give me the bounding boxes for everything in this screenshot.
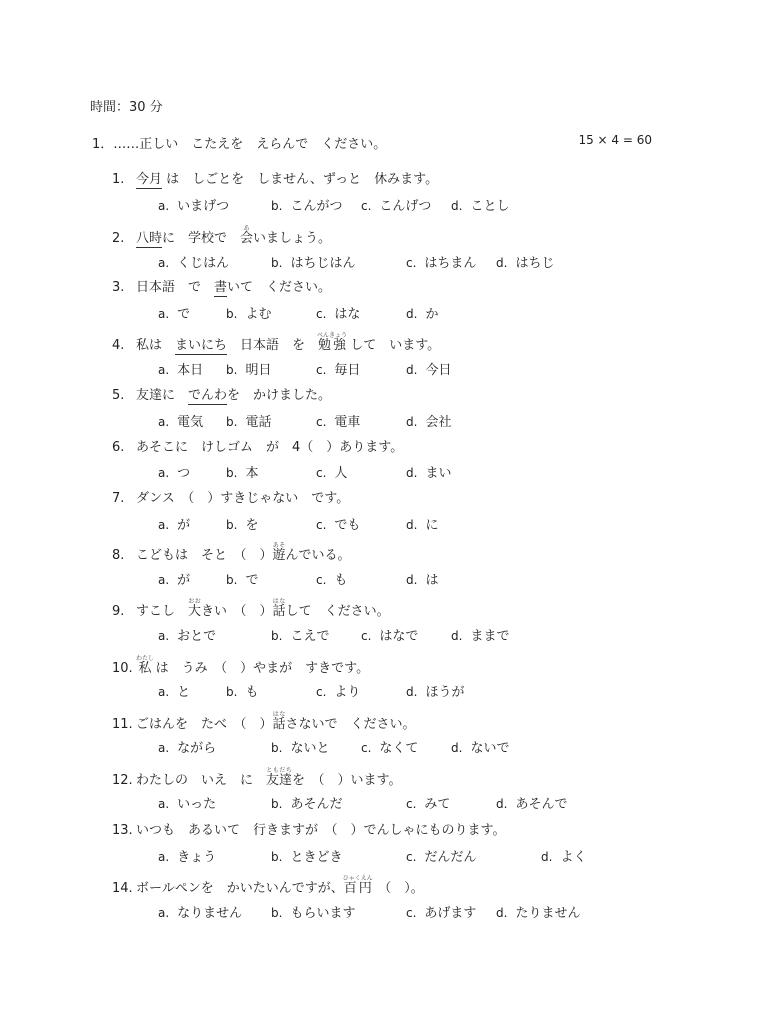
option-letter: a.	[158, 573, 170, 587]
answer-option[interactable]	[406, 793, 450, 812]
answer-option[interactable]	[361, 625, 418, 644]
question-number: 14.	[112, 881, 133, 896]
option-letter: c.	[316, 518, 327, 532]
option-text: ないと	[290, 741, 330, 756]
answer-options	[158, 737, 638, 755]
option-letter: d.	[496, 797, 508, 811]
option-letter: a.	[158, 307, 170, 321]
question-stem: 11. ごはんを たべ （ ）話はなさないで ください。	[112, 711, 416, 732]
answer-option[interactable]	[226, 411, 271, 430]
answer-options	[158, 462, 638, 480]
option-text: こんげつ	[379, 199, 432, 214]
option-text: か	[425, 307, 439, 322]
option-text: よく	[560, 850, 587, 865]
answer-option[interactable]	[158, 359, 203, 378]
answer-option[interactable]	[406, 411, 451, 430]
question-number: 12.	[112, 773, 133, 788]
answer-option[interactable]	[316, 411, 360, 430]
option-text: と	[177, 685, 191, 700]
answer-option[interactable]	[451, 195, 509, 214]
furigana-word: 友達ともだち	[266, 767, 293, 788]
option-text: 本	[245, 466, 259, 481]
question-number: 2.	[112, 231, 125, 246]
furigana-word: 会あ	[240, 225, 254, 246]
underlined-word: 書	[214, 280, 228, 295]
option-letter: c.	[316, 307, 327, 321]
option-text: ままで	[470, 629, 510, 644]
option-text: もらいます	[290, 906, 356, 921]
answer-option[interactable]	[496, 902, 580, 921]
answer-option[interactable]	[158, 902, 242, 921]
furigana-word: 遊あそ	[272, 542, 286, 563]
furigana-word: 話はな	[272, 598, 286, 619]
option-letter: d.	[406, 363, 418, 377]
question-number: 4.	[112, 338, 125, 353]
question-stem: 8. こどもは そと （ ）遊あそんでいる。	[112, 542, 351, 563]
option-text: で	[177, 307, 191, 322]
answer-option[interactable]	[406, 514, 438, 533]
underlined-word: 今月	[136, 172, 163, 187]
option-text: いまげつ	[177, 199, 230, 214]
answer-option[interactable]	[158, 411, 203, 430]
option-text: ながら	[177, 741, 217, 756]
option-letter: c.	[316, 573, 327, 587]
option-letter: a.	[158, 906, 170, 920]
option-letter: b.	[226, 518, 238, 532]
question-stem: 5. 友達に でんわを かけました。	[112, 388, 332, 403]
answer-option[interactable]	[316, 303, 360, 322]
answer-option[interactable]	[406, 303, 438, 322]
answer-options	[158, 846, 638, 864]
answer-options	[158, 195, 638, 213]
furigana-word: 百円ひゃくえん	[342, 875, 373, 896]
question-stem: 7. ダンス （ ）すきじゃない です。	[112, 491, 350, 506]
question-stem: 14. ボールペンを かいたいんですが、百円ひゃくえん （ ）。	[112, 875, 424, 896]
answer-option[interactable]	[406, 846, 476, 865]
answer-option[interactable]	[226, 569, 258, 588]
answer-option[interactable]	[541, 846, 586, 865]
question-number: 13.	[112, 823, 133, 838]
option-text: 電話	[245, 415, 272, 430]
option-letter: c.	[361, 741, 372, 755]
option-text: はな	[334, 307, 361, 322]
underlined-word: でんわ	[188, 388, 228, 403]
answer-option[interactable]	[158, 462, 190, 481]
answer-option[interactable]	[271, 625, 329, 644]
question-number: 6.	[112, 440, 125, 455]
option-text: こんがつ	[290, 199, 343, 214]
answer-option[interactable]	[158, 303, 190, 322]
furigana-word: 話はな	[272, 711, 286, 732]
option-text: 今日	[425, 363, 452, 378]
option-text: も	[334, 573, 348, 588]
furigana-word: 私わたし	[136, 655, 155, 676]
answer-option[interactable]	[271, 195, 342, 214]
answer-option[interactable]	[406, 569, 438, 588]
option-letter: b.	[226, 573, 238, 587]
option-letter: d.	[406, 466, 418, 480]
answer-option[interactable]	[451, 625, 509, 644]
option-text: きょう	[177, 850, 217, 865]
option-text: 会社	[425, 415, 452, 430]
option-text: いった	[177, 797, 217, 812]
option-letter: c.	[361, 199, 372, 213]
option-text: に	[425, 518, 439, 533]
option-letter: d.	[406, 307, 418, 321]
option-letter: c.	[316, 466, 327, 480]
question-stem: 4. 私は まいにち 日本語 を 勉強べんきょう して います。	[112, 332, 441, 353]
question-stem: 10. 私わたし は うみ （ ）やまが すきです。	[112, 655, 370, 676]
option-text: よむ	[245, 307, 272, 322]
option-letter: d.	[496, 256, 508, 270]
answer-option[interactable]	[271, 902, 355, 921]
answer-options	[158, 793, 638, 811]
option-text: なりません	[177, 906, 243, 921]
option-letter: d.	[451, 199, 463, 213]
question-number: 9.	[112, 604, 125, 619]
option-letter: a.	[158, 797, 170, 811]
question-number: 1.	[112, 172, 125, 187]
option-text: ときどき	[290, 850, 343, 865]
answer-option[interactable]	[316, 462, 347, 481]
option-letter: c.	[406, 256, 417, 270]
answer-options	[158, 681, 638, 699]
option-letter: a.	[158, 518, 170, 532]
option-text: だんだん	[424, 850, 477, 865]
option-text: はちまん	[424, 256, 477, 271]
option-letter: a.	[158, 685, 170, 699]
option-text: で	[245, 573, 259, 588]
answer-option[interactable]	[158, 252, 229, 271]
option-letter: a.	[158, 199, 170, 213]
answer-options	[158, 625, 638, 643]
answer-option[interactable]	[406, 902, 476, 921]
answer-option[interactable]	[406, 359, 451, 378]
option-text: はちじはん	[290, 256, 356, 271]
answer-option[interactable]	[406, 462, 451, 481]
option-letter: b.	[271, 199, 283, 213]
answer-option[interactable]	[158, 514, 190, 533]
answer-option[interactable]	[226, 462, 258, 481]
time-limit: 時間：30 分	[90, 100, 163, 115]
option-text: 電気	[177, 415, 204, 430]
answer-options	[158, 514, 638, 532]
option-text: たりません	[515, 906, 581, 921]
answer-option[interactable]	[158, 195, 229, 214]
option-text: みて	[424, 797, 451, 812]
option-text: こえで	[290, 629, 330, 644]
answer-option[interactable]	[406, 252, 476, 271]
option-text: なくて	[379, 741, 419, 756]
option-text: つ	[177, 466, 191, 481]
option-text: が	[177, 518, 191, 533]
section-title: 1．……正しい こたえを えらんで ください。	[92, 137, 387, 152]
question-number: 10.	[112, 661, 133, 676]
option-text: はなで	[379, 629, 419, 644]
question-stem: 12. わたしの いえ に 友達ともだちを （ ）います。	[112, 767, 402, 788]
option-letter: d.	[406, 573, 418, 587]
option-text: はちじ	[515, 256, 555, 271]
option-text: ほうが	[425, 685, 465, 700]
question-number: 8.	[112, 548, 125, 563]
answer-option[interactable]	[271, 793, 342, 812]
answer-option[interactable]	[158, 846, 216, 865]
option-text: あそんだ	[290, 797, 343, 812]
answer-option[interactable]	[158, 793, 216, 812]
option-letter: a.	[158, 629, 170, 643]
option-text: 毎日	[334, 363, 361, 378]
option-letter: b.	[226, 415, 238, 429]
option-letter: c.	[406, 906, 417, 920]
answer-option[interactable]	[158, 737, 216, 756]
option-text: おとで	[177, 629, 217, 644]
question-number: 11.	[112, 717, 133, 732]
question-stem: 3. 日本語 で 書いて ください。	[112, 280, 332, 295]
answer-options	[158, 303, 638, 321]
option-text: 明日	[245, 363, 272, 378]
question-stem: 13. いつも あるいて 行きますが （ ）でんしゃにものります。	[112, 823, 506, 838]
option-letter: b.	[226, 307, 238, 321]
option-text: ないで	[470, 741, 510, 756]
answer-option[interactable]	[226, 681, 258, 700]
answer-option[interactable]	[271, 737, 329, 756]
answer-options	[158, 252, 638, 270]
option-text: くじはん	[177, 256, 230, 271]
option-letter: a.	[158, 741, 170, 755]
option-text: あげます	[424, 906, 477, 921]
answer-options	[158, 569, 638, 587]
answer-options	[158, 411, 638, 429]
option-text: を	[245, 518, 259, 533]
option-letter: d.	[451, 741, 463, 755]
option-letter: c.	[406, 850, 417, 864]
answer-option[interactable]	[271, 252, 355, 271]
option-letter: d.	[406, 685, 418, 699]
answer-option[interactable]	[316, 681, 360, 700]
section-heading	[92, 133, 652, 152]
option-letter: a.	[158, 256, 170, 270]
answer-option[interactable]	[158, 681, 190, 700]
option-letter: b.	[271, 906, 283, 920]
answer-option[interactable]	[496, 793, 567, 812]
question-stem: 2. 八時に 学校で 会あいましょう。	[112, 225, 332, 246]
option-letter: a.	[158, 415, 170, 429]
furigana-word: 大おお	[188, 598, 202, 619]
option-letter: a.	[158, 363, 170, 377]
answer-option[interactable]	[316, 569, 347, 588]
answer-option[interactable]	[496, 252, 554, 271]
furigana-word: 勉強べんきょう	[317, 332, 348, 353]
option-letter: c.	[316, 363, 327, 377]
option-letter: c.	[406, 797, 417, 811]
question-stem: 9. すこし 大おおきい （ ）話はなして ください。	[112, 598, 390, 619]
option-text: 本日	[177, 363, 204, 378]
answer-option[interactable]	[361, 195, 431, 214]
option-letter: b.	[271, 797, 283, 811]
question-stem: 6. あそこに けしゴム が 4（ ）あります。	[112, 440, 404, 455]
option-text: でも	[334, 518, 361, 533]
option-text: ことし	[470, 199, 510, 214]
option-letter: c.	[361, 629, 372, 643]
answer-options	[158, 359, 638, 377]
option-letter: b.	[226, 685, 238, 699]
option-letter: b.	[271, 850, 283, 864]
answer-option[interactable]	[226, 359, 271, 378]
option-text: 電車	[334, 415, 361, 430]
option-letter: b.	[271, 741, 283, 755]
option-letter: a.	[158, 850, 170, 864]
option-text: あそんで	[515, 797, 568, 812]
question-number: 3.	[112, 280, 125, 295]
option-letter: d.	[451, 629, 463, 643]
answer-option[interactable]	[226, 514, 258, 533]
option-text: 人	[334, 466, 348, 481]
answer-option[interactable]	[316, 359, 360, 378]
option-letter: b.	[271, 629, 283, 643]
option-letter: d.	[541, 850, 553, 864]
answer-option[interactable]	[158, 625, 216, 644]
question-number: 5.	[112, 388, 125, 403]
section-score: 15 × 4 = 60	[578, 133, 652, 147]
answer-option[interactable]	[158, 569, 190, 588]
answer-option[interactable]	[406, 681, 464, 700]
question-number: 7.	[112, 491, 125, 506]
option-text: より	[334, 685, 361, 700]
option-text: まい	[425, 466, 452, 481]
option-letter: b.	[226, 466, 238, 480]
option-letter: b.	[271, 256, 283, 270]
option-text: も	[245, 685, 259, 700]
option-letter: c.	[316, 415, 327, 429]
question-stem: 1. 今月 は しごとを しません、ずっと 休みます。	[112, 172, 439, 187]
answer-option[interactable]	[271, 846, 342, 865]
option-text: が	[177, 573, 191, 588]
option-text: は	[425, 573, 439, 588]
option-letter: b.	[226, 363, 238, 377]
option-letter: d.	[406, 518, 418, 532]
option-letter: a.	[158, 466, 170, 480]
answer-option[interactable]	[361, 737, 418, 756]
answer-option[interactable]	[316, 514, 360, 533]
underlined-word: 八時	[136, 231, 163, 246]
answer-options	[158, 902, 638, 920]
option-letter: d.	[406, 415, 418, 429]
answer-option[interactable]	[451, 737, 509, 756]
option-letter: c.	[316, 685, 327, 699]
answer-option[interactable]	[226, 303, 271, 322]
option-letter: d.	[496, 906, 508, 920]
underlined-word: まいにち	[175, 338, 228, 353]
